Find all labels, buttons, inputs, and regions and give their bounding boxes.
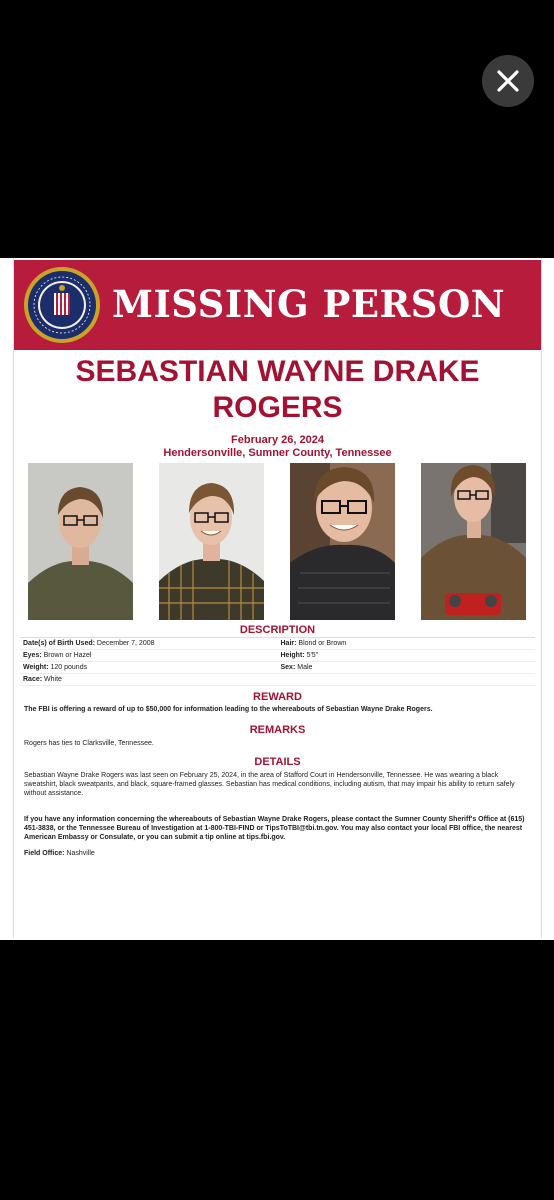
- fbi-seal-icon: [23, 266, 101, 344]
- poster-banner: [14, 260, 541, 350]
- race-cell: Race: White: [23, 676, 62, 683]
- reward-text: The FBI is offering a reward of up to $50,000 for information leading to the whereabouts of Sebastian Wayne Drake Rogers.: [24, 706, 433, 713]
- dob-cell: Date(s) of Birth Used: December 7, 2008: [23, 640, 155, 647]
- remarks-text: Rogers has ties to Clarksville, Tennessee.: [24, 740, 154, 747]
- photo-3: [290, 463, 395, 620]
- missing-date: February 26, 2024: [231, 434, 324, 446]
- weight-cell: Weight: 120 pounds: [23, 664, 88, 671]
- poster-page: [13, 258, 542, 938]
- height-cell: Height: 5'5": [280, 652, 319, 659]
- sex-cell: Sex: Male: [280, 664, 313, 671]
- eyes-cell: Eyes: Brown or Hazel: [23, 652, 92, 659]
- name-line-1: SEBASTIAN WAYNE DRAKE: [75, 355, 480, 388]
- photo-2: [159, 463, 264, 620]
- missing-person-poster: [0, 258, 554, 940]
- banner-title: MISSING PERSON: [112, 282, 506, 326]
- description-title: DESCRIPTION: [239, 624, 316, 636]
- table-row: [20, 638, 535, 650]
- details-text: Sebastian Wayne Drake Rogers was last seen on February 25, 2024, in the area of Stafford Court in Hendersonville, Tennessee. He was wearing a black sweatshirt, black sweatpants, and black, square-framed glasses. Sebastian has medical conditions, including autism, that may impair his ability to return safely without assistance.: [24, 772, 515, 797]
- close-button[interactable]: [482, 55, 534, 107]
- missing-location: Hendersonville, Sumner County, Tennessee: [163, 447, 392, 459]
- photo-1: [28, 463, 133, 620]
- table-row: [20, 674, 535, 686]
- missing-person-name: [14, 354, 541, 426]
- description-table: [20, 637, 535, 686]
- name-line-2: ROGERS: [212, 391, 343, 424]
- field-office: Field Office: Nashville: [24, 850, 95, 857]
- table-row: [20, 650, 535, 662]
- table-row: [20, 662, 535, 674]
- remarks-title: REMARKS: [249, 724, 306, 736]
- reward-title: REWARD: [253, 691, 302, 703]
- close-icon: [496, 69, 520, 93]
- photo-4: [421, 463, 526, 620]
- details-title: DETAILS: [254, 756, 301, 768]
- hair-cell: Hair: Blond or Brown: [280, 640, 347, 647]
- contact-text: If you have any information concerning the whereabouts of Sebastian Wayne Drake Rogers, please contact the Sumner County Sheriff's Office at (615) 451-3838, or the Tennessee Bureau of Investigation at 1-800-TBI-FIND or TipsToTBI@tbi.tn.gov. You may also contact your local FBI office, the nearest American Embassy or Consulate, or you can submit a tip online at tips.fbi.gov.: [24, 816, 525, 841]
